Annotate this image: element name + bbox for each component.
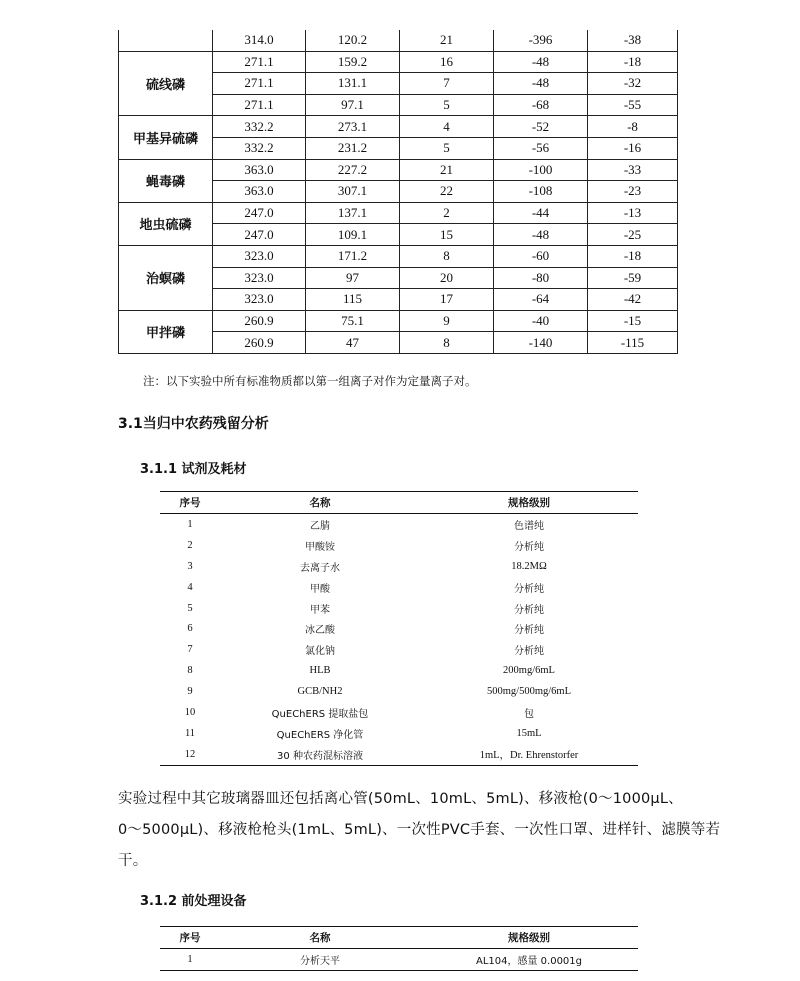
table-row xyxy=(119,159,678,181)
table-cell: 分析纯 xyxy=(514,646,544,658)
paragraph-line-1: 实验过程中其它玻璃器皿还包括离心管(50mL、10mL、5mL)、移液枪(0～1000μL、 xyxy=(118,791,683,807)
header-index: 序号 xyxy=(160,927,220,949)
table-cell: 131.1 xyxy=(306,73,400,95)
table-cell: -25 xyxy=(588,224,678,246)
table-row xyxy=(119,245,678,267)
table-cell: 分析纯 xyxy=(514,625,544,637)
table-cell: GCB/NH2 xyxy=(297,686,343,698)
table-cell: 159.2 xyxy=(306,51,400,73)
table-cell: -140 xyxy=(494,332,588,354)
compound-name: 硫线磷 xyxy=(119,51,213,116)
table-cell: 20 xyxy=(400,267,494,289)
table-cell: 47 xyxy=(306,332,400,354)
table-row xyxy=(160,660,638,681)
table-cell: 5 xyxy=(400,94,494,116)
table-cell: 171.2 xyxy=(306,245,400,267)
table-cell: 9 xyxy=(187,686,193,698)
header-spec: 规格级别 xyxy=(420,927,638,949)
table-cell: 色谱纯 xyxy=(514,520,544,532)
table-cell: 21 xyxy=(400,159,494,181)
table-cell: -15 xyxy=(588,310,678,332)
table-cell: 363.0 xyxy=(213,159,306,181)
table-row xyxy=(160,514,638,535)
table-cell: 18.2MΩ xyxy=(511,560,547,572)
table-cell: 1mL，Dr. Ehrenstorfer xyxy=(420,744,638,765)
equipment-table xyxy=(160,926,638,971)
table-cell: -32 xyxy=(588,73,678,95)
table-cell: 2 xyxy=(400,202,494,224)
table-cell: 8 xyxy=(187,665,193,677)
table-cell: -55 xyxy=(588,94,678,116)
table-cell: 363.0 xyxy=(213,181,306,203)
table-cell: 260.9 xyxy=(213,310,306,332)
table-header-row xyxy=(160,492,638,514)
compound-name: 蝇毒磷 xyxy=(119,159,213,202)
table-cell: -18 xyxy=(588,51,678,73)
table-row xyxy=(119,202,678,224)
table-row xyxy=(160,556,638,577)
section-title: 3.1当归中农药残留分析 xyxy=(118,416,269,432)
table-cell: 97 xyxy=(306,267,400,289)
table-cell: 323.0 xyxy=(213,245,306,267)
table-cell: 314.0 xyxy=(213,30,306,51)
compound-name: 甲拌磷 xyxy=(119,310,213,353)
table-cell: -48 xyxy=(494,224,588,246)
paragraph-line-3: 干。 xyxy=(118,853,148,869)
table-cell: 16 xyxy=(400,51,494,73)
table-cell: 4 xyxy=(187,581,193,593)
table-cell: -115 xyxy=(588,332,678,354)
table-cell: 120.2 xyxy=(306,30,400,51)
table-row xyxy=(160,681,638,702)
table-cell: 甲酸铵 xyxy=(305,541,335,553)
table-cell: 75.1 xyxy=(306,310,400,332)
table-cell: -16 xyxy=(588,137,678,159)
table-cell: -42 xyxy=(588,289,678,311)
table-cell: 分析纯 xyxy=(514,541,544,553)
table-cell: 乙腈 xyxy=(310,520,330,532)
table-cell: 273.1 xyxy=(306,116,400,138)
table-cell: -33 xyxy=(588,159,678,181)
table-cell: 137.1 xyxy=(306,202,400,224)
table-cell: -48 xyxy=(494,51,588,73)
table-cell: 去离子水 xyxy=(300,562,340,574)
reagents-table xyxy=(160,491,638,766)
table-cell: -23 xyxy=(588,181,678,203)
table-row xyxy=(160,577,638,598)
table-cell: 包 xyxy=(524,708,534,720)
table-cell: 3 xyxy=(187,560,193,572)
table-cell: -18 xyxy=(588,245,678,267)
table-cell: -52 xyxy=(494,116,588,138)
table-cell: 1 xyxy=(160,949,220,971)
table-cell: 271.1 xyxy=(213,94,306,116)
table-cell: 甲酸 xyxy=(310,583,330,595)
table-header-row xyxy=(160,927,638,949)
table-row xyxy=(119,51,678,73)
table-cell: QuEChERS 提取盐包 xyxy=(271,708,369,720)
table-cell: 271.1 xyxy=(213,51,306,73)
compound-name: 甲基异硫磷 xyxy=(119,116,213,159)
table-cell: 17 xyxy=(400,289,494,311)
header-name: 名称 xyxy=(220,492,420,514)
table-cell: -56 xyxy=(494,137,588,159)
table-cell: -68 xyxy=(494,94,588,116)
table-cell: 7 xyxy=(400,73,494,95)
subsection-equipment-title: 3.1.2 前处理设备 xyxy=(140,894,247,909)
table-row xyxy=(160,723,638,744)
table-cell: 247.0 xyxy=(213,202,306,224)
table-cell: 8 xyxy=(400,332,494,354)
table-row xyxy=(160,744,638,765)
ion-pair-table xyxy=(118,30,678,354)
table-row xyxy=(160,618,638,639)
table-row xyxy=(160,535,638,556)
table-cell: 332.2 xyxy=(213,137,306,159)
subsection-reagents-title: 3.1.1 试剂及耗材 xyxy=(140,462,247,477)
table-row xyxy=(119,116,678,138)
table-cell: 10 xyxy=(184,706,196,718)
compound-name: 地虫硫磷 xyxy=(119,202,213,245)
table-cell: 2 xyxy=(187,539,193,551)
table-cell: 500mg/500mg/6mL xyxy=(487,686,571,698)
table-row xyxy=(160,702,638,723)
table-cell: 6 xyxy=(187,623,193,635)
table-cell: 12 xyxy=(160,744,220,765)
compound-name xyxy=(119,30,213,51)
table-row xyxy=(160,949,638,971)
table-cell: 分析纯 xyxy=(514,604,544,616)
table-cell: 30 种农药混标溶液 xyxy=(220,744,420,765)
table-cell: -38 xyxy=(588,30,678,51)
header-index: 序号 xyxy=(160,492,220,514)
table-cell: 231.2 xyxy=(306,137,400,159)
table-cell: -396 xyxy=(494,30,588,51)
table-cell: 323.0 xyxy=(213,267,306,289)
table-cell: 22 xyxy=(400,181,494,203)
table-cell: 307.1 xyxy=(306,181,400,203)
table-cell: 1 xyxy=(187,518,193,530)
table-cell: 15 xyxy=(400,224,494,246)
table-cell: HLB xyxy=(309,665,331,677)
table-cell: 甲苯 xyxy=(310,604,330,616)
table-cell: 4 xyxy=(400,116,494,138)
table-cell: 332.2 xyxy=(213,116,306,138)
table-cell: -100 xyxy=(494,159,588,181)
table-cell: 11 xyxy=(184,727,196,739)
table-cell: 323.0 xyxy=(213,289,306,311)
table-cell: 260.9 xyxy=(213,332,306,354)
table-cell: 15mL xyxy=(516,727,542,739)
table-note: 注：以下实验中所有标准物质都以第一组离子对作为定量离子对。 xyxy=(143,374,477,388)
table-cell: 227.2 xyxy=(306,159,400,181)
table-cell: -64 xyxy=(494,289,588,311)
table-cell: -59 xyxy=(588,267,678,289)
table-cell: 109.1 xyxy=(306,224,400,246)
paragraph-line-2: 0～5000μL)、移液枪枪头(1mL、5mL)、一次性PVC手套、一次性口罩、进样针、滤膜等若 xyxy=(118,822,721,838)
table-cell: QuEChERS 净化管 xyxy=(276,729,364,741)
table-row xyxy=(160,598,638,619)
table-cell: -48 xyxy=(494,73,588,95)
table-cell: 8 xyxy=(400,245,494,267)
table-cell: 氯化钠 xyxy=(305,646,335,658)
table-cell: -13 xyxy=(588,202,678,224)
table-cell: -60 xyxy=(494,245,588,267)
table-cell: 分析天平 xyxy=(220,949,420,971)
table-cell: -44 xyxy=(494,202,588,224)
header-spec: 规格级别 xyxy=(420,492,638,514)
table-cell: -108 xyxy=(494,181,588,203)
table-cell: 271.1 xyxy=(213,73,306,95)
table-cell: 21 xyxy=(400,30,494,51)
compound-name: 治螟磷 xyxy=(119,245,213,310)
table-cell: 115 xyxy=(306,289,400,311)
table-row xyxy=(119,310,678,332)
table-cell: 分析纯 xyxy=(514,583,544,595)
table-cell: -8 xyxy=(588,116,678,138)
table-row xyxy=(119,30,678,51)
table-cell: 5 xyxy=(400,137,494,159)
table-cell: 247.0 xyxy=(213,224,306,246)
table-cell: -40 xyxy=(494,310,588,332)
table-cell: 5 xyxy=(187,602,193,614)
table-cell: AL104，感量 0.0001g xyxy=(420,949,638,971)
table-cell: 97.1 xyxy=(306,94,400,116)
table-cell: -80 xyxy=(494,267,588,289)
header-name: 名称 xyxy=(220,927,420,949)
table-cell: 冰乙酸 xyxy=(305,625,335,637)
table-cell: 200mg/6mL xyxy=(503,665,555,677)
table-row xyxy=(160,639,638,660)
table-cell: 7 xyxy=(187,644,193,656)
table-cell: 9 xyxy=(400,310,494,332)
